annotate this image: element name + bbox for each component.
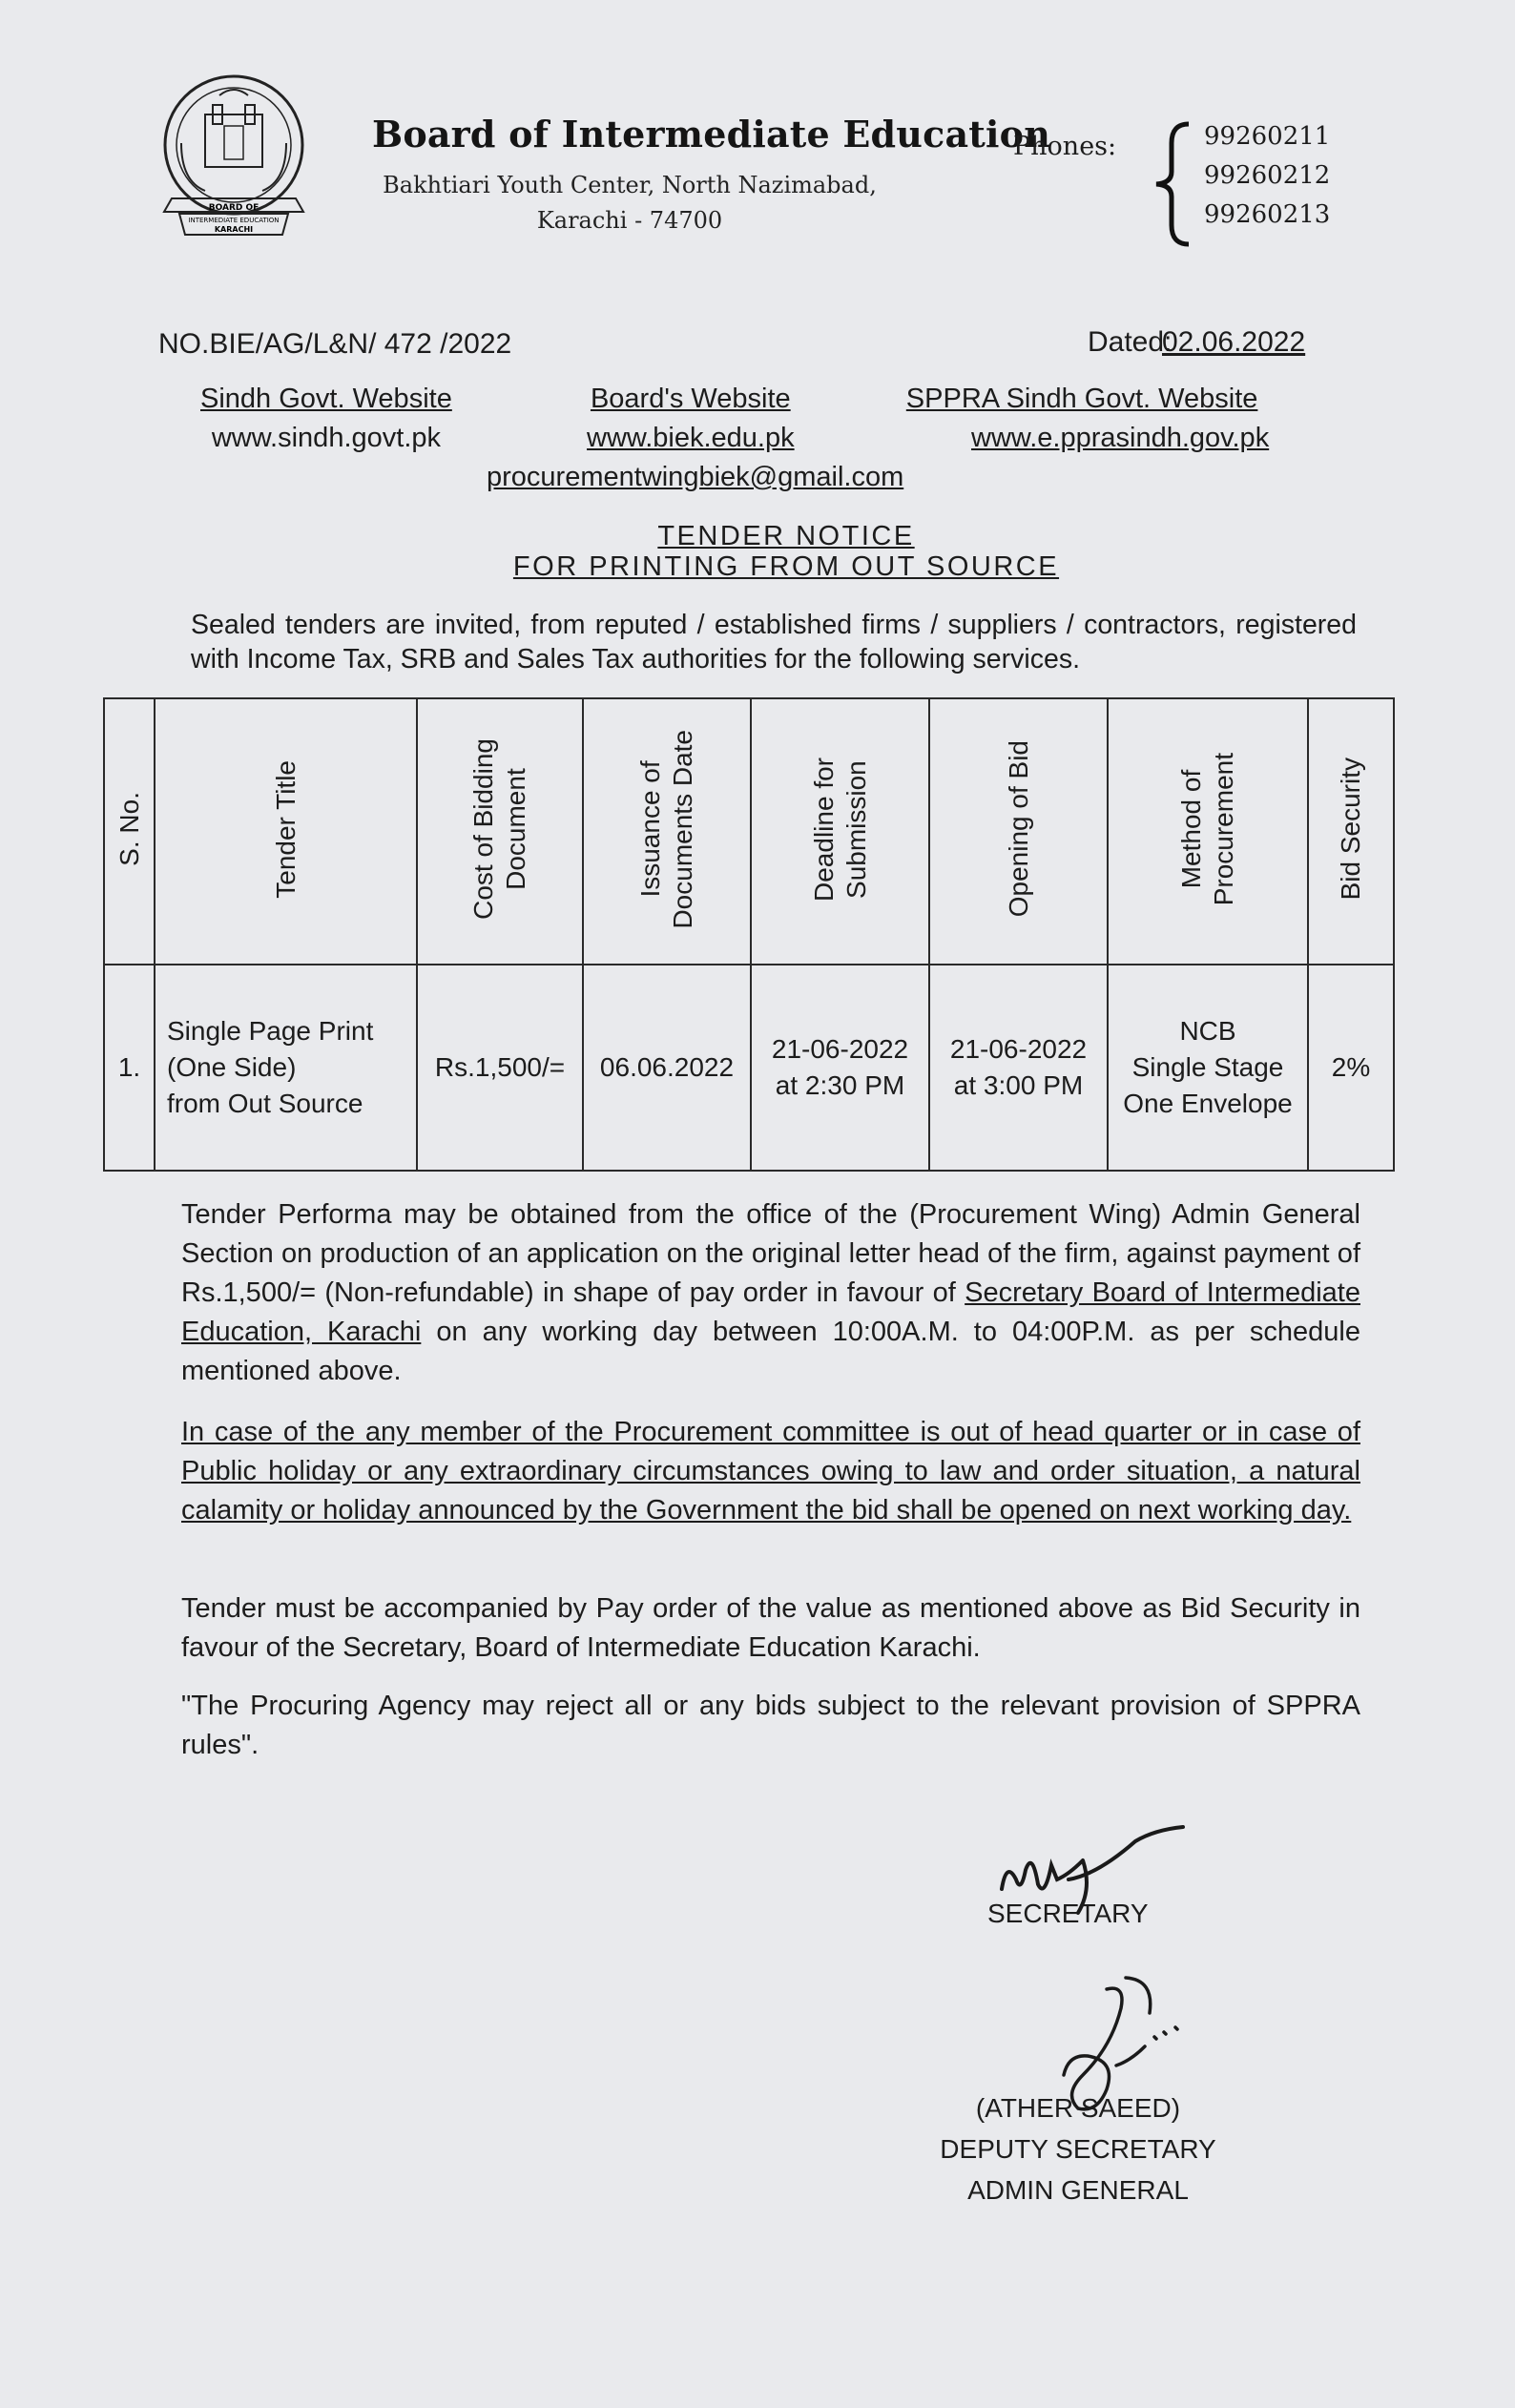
board-logo-seal xyxy=(153,67,315,258)
sindh-website-heading: Sindh Govt. Website xyxy=(200,384,452,414)
procurement-email-link[interactable]: procurementwingbiek@gmail.com xyxy=(487,462,904,492)
notice-title: TENDER NOTICE xyxy=(657,521,915,551)
intro-paragraph: Sealed tenders are invited, from reputed / established firms / suppliers / contractors, registered with Income Tax, SRB and Sales Tax authorities for the following services. xyxy=(191,610,1357,675)
phone-number: 99260213 xyxy=(1204,200,1331,229)
phones-label: Phones: xyxy=(1013,132,1117,161)
secretary-label: SECRETARY xyxy=(987,1899,1149,1928)
table-row xyxy=(104,965,1394,1171)
svg-text:INTERMEDIATE EDUCATION: INTERMEDIATE EDUCATION xyxy=(188,217,280,224)
cell-cost: Rs.1,500/= xyxy=(417,965,583,1171)
header-cell: Issuance of Documents Date xyxy=(583,698,751,965)
cell-issuance: 06.06.2022 xyxy=(583,965,751,1171)
dated-value: 02.06.2022 xyxy=(1162,326,1306,358)
svg-text:BOARD OF: BOARD OF xyxy=(208,203,259,213)
sppra-website-heading: SPPRA Sindh Govt. Website xyxy=(905,384,1258,414)
cell-method: NCB Single Stage One Envelope xyxy=(1108,965,1308,1171)
board-website-url[interactable]: www.biek.edu.pk xyxy=(587,423,795,453)
signer-name: (ATHER SAEED) xyxy=(975,2093,1181,2123)
header-cell: Bid Security xyxy=(1308,698,1394,965)
cell-opening: 21-06-2022 at 3:00 PM xyxy=(929,965,1108,1171)
payee-name: Secretary Board of Intermediate Education, Karachi xyxy=(181,1277,1360,1347)
phone-list xyxy=(1204,122,1330,239)
sindh-website-url[interactable]: www.sindh.govt.pk xyxy=(211,423,441,453)
signer-department: ADMIN GENERAL xyxy=(967,2175,1189,2205)
dated-label: Dated: xyxy=(1088,326,1173,358)
brace-icon xyxy=(1143,120,1200,248)
header-cell: Deadline for Submission xyxy=(751,698,929,965)
org-name: Board of Intermediate Education xyxy=(372,113,1051,156)
cell-deadline: 21-06-2022 at 2:30 PM xyxy=(751,965,929,1171)
cell-sno: 1. xyxy=(104,965,155,1171)
reference-number: NO.BIE/AG/L&N/ 472 /2022 xyxy=(158,328,512,360)
cell-security: 2% xyxy=(1308,965,1394,1171)
phone-number: 99260212 xyxy=(1204,161,1331,190)
signer-title: DEPUTY SECRETARY xyxy=(940,2134,1216,2164)
notice-subtitle: FOR PRINTING FROM OUT SOURCE xyxy=(512,551,1060,582)
board-website-heading: Board's Website xyxy=(590,384,791,414)
header-cell: Method of Procurement xyxy=(1108,698,1308,965)
table-header-row xyxy=(104,698,1394,965)
org-address-line2: Karachi - 74700 xyxy=(536,207,723,234)
sppra-website-block xyxy=(895,384,1269,454)
board-website-block xyxy=(587,384,795,454)
header-cell: Tender Title xyxy=(155,698,417,965)
sindh-website-block xyxy=(200,384,452,454)
org-address-line1: Bakhtiari Youth Center, North Nazimabad, xyxy=(383,172,877,198)
tender-performa-paragraph: Tender Performa may be obtained from the office of the (Procurement Wing) Admin General Section on production of an application on the original letter head of the firm, against payment of Rs.1,500/= (Non-refundable) in shape of pay order in favour of Secretary Board of Intermediate Education, Karachi on any working day between 10:00A.M. to 04:00P.M. as per schedule mentioned above. xyxy=(181,1199,1360,1386)
svg-text:KARACHI: KARACHI xyxy=(214,225,254,234)
sppra-website-url[interactable]: www.e.pprasindh.gov.pk xyxy=(971,423,1270,453)
phone-number: 99260211 xyxy=(1204,122,1331,151)
bid-security-paragraph: Tender must be accompanied by Pay order of the value as mentioned above as Bid Security in favour of the Secretary, Board of Intermediate Education Karachi. xyxy=(181,1593,1360,1663)
header-cell: Cost of Bidding Document xyxy=(417,698,583,965)
rejection-clause-paragraph: "The Procuring Agency may reject all or any bids subject to the relevant provision of SPPRA rules". xyxy=(181,1691,1360,1760)
header-cell: Opening of Bid xyxy=(929,698,1108,965)
holiday-clause-paragraph: In case of the any member of the Procurement committee is out of head quarter or in case of Public holiday or any extraordinary circumstances owing to law and order situation, a natural calamity or holiday announced by the Government the bid shall be opened on next working day. xyxy=(181,1417,1360,1526)
header-cell: S. No. xyxy=(104,698,155,965)
cell-title: Single Page Print (One Side) from Out Source xyxy=(155,965,417,1171)
tender-table xyxy=(103,697,1395,1172)
signer-block xyxy=(925,2087,1231,2211)
